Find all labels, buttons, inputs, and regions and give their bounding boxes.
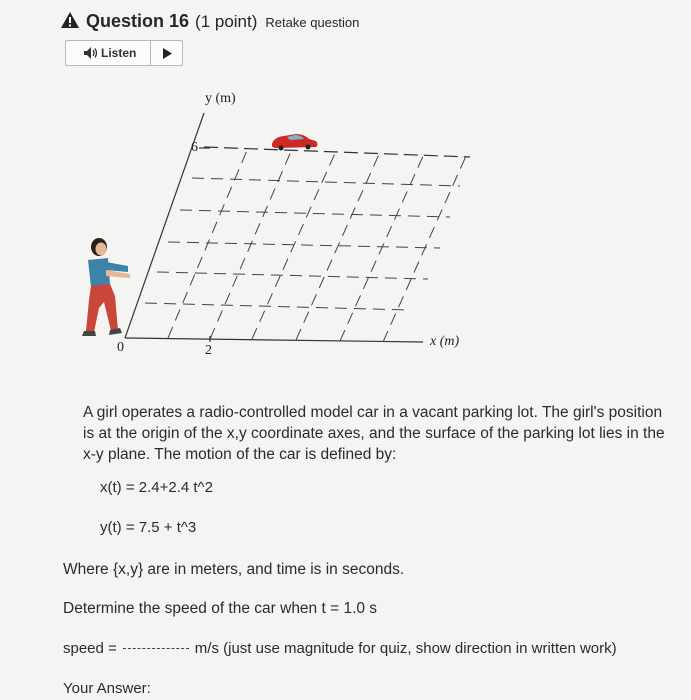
x-tick-0: 0 — [117, 340, 124, 355]
equation-x: x(t) = 2.4+2.4 t^2 — [100, 479, 213, 496]
rc-car — [272, 134, 318, 151]
listen-label: Listen — [101, 46, 137, 60]
speed-label: speed = — [63, 640, 117, 657]
problem-line-1: A girl operates a radio-controlled model car in a vacant parking lot. The girl's position — [83, 404, 663, 421]
speed-blank — [123, 648, 189, 649]
determine-statement: Determine the speed of the car when t = 1.0 s — [63, 600, 378, 617]
where-statement: Where {x,y} are in meters, and time is in seconds. — [63, 561, 405, 578]
y-axis-label: y (m) — [205, 91, 236, 106]
problem-statement — [83, 402, 691, 465]
y-tick-6: 6 — [191, 140, 198, 155]
problem-line-2: is at the origin of the x,y coordinate axes, and the surface of the parking lot lies in the — [83, 425, 665, 442]
your-answer-label: Your Answer: — [63, 680, 151, 697]
problem-line-3: x-y plane. The motion of the car is defined by: — [83, 446, 397, 463]
grid-top-edge — [204, 147, 470, 157]
question-points: (1 point) — [195, 12, 258, 31]
speed-units: m/s (just use magnitude for quiz, show direction in written work) — [194, 640, 617, 657]
question-title: Question 16 — [86, 11, 190, 31]
speed-line — [63, 640, 617, 657]
x-axis-label: x (m) — [430, 334, 460, 349]
x-tick-2: 2 — [205, 343, 212, 358]
girl-figure — [82, 238, 130, 336]
equation-y: y(t) = 7.5 + t^3 — [100, 519, 197, 536]
grid-lines — [145, 148, 466, 342]
x-axis — [125, 338, 423, 342]
retake-question-link[interactable]: Retake question — [265, 15, 360, 30]
